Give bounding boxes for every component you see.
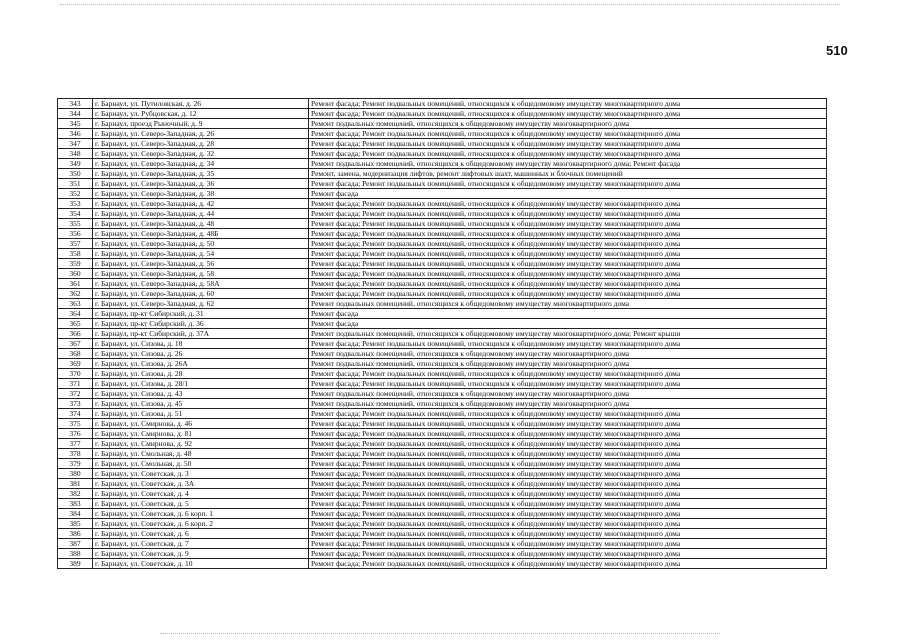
table-row bbox=[58, 419, 827, 429]
row-number: 351 bbox=[58, 179, 93, 189]
row-address: г. Барнаул, ул. Советская, д. 4 bbox=[93, 489, 309, 499]
row-address: г. Барнаул, ул. Советская, д. 7 bbox=[93, 539, 309, 549]
row-address: г. Барнаул, ул. Северо-Западная, д. 32 bbox=[93, 149, 309, 159]
row-work-type: Ремонт подвальных помещений, относящихся к общедомовому имуществу многоквартирного дома; Ремонт фасада bbox=[309, 159, 827, 169]
row-work-type: Ремонт фасада; Ремонт подвальных помещений, относящихся к общедомовому имуществу многоквартирного дома bbox=[309, 199, 827, 209]
row-number: 355 bbox=[58, 219, 93, 229]
row-number: 365 bbox=[58, 319, 93, 329]
row-number: 360 bbox=[58, 269, 93, 279]
row-number: 380 bbox=[58, 469, 93, 479]
row-number: 369 bbox=[58, 359, 93, 369]
row-address: г. Барнаул, ул. Северо-Западная, д. 54 bbox=[93, 249, 309, 259]
row-address: г. Барнаул, ул. Советская, д. 3 bbox=[93, 469, 309, 479]
table-row bbox=[58, 449, 827, 459]
row-address: г. Барнаул, ул. Смольная, д. 50 bbox=[93, 459, 309, 469]
row-number: 350 bbox=[58, 169, 93, 179]
table-row bbox=[58, 99, 827, 109]
row-work-type: Ремонт фасада; Ремонт подвальных помещений, относящихся к общедомовому имуществу многоквартирного дома bbox=[309, 549, 827, 559]
table-row bbox=[58, 219, 827, 229]
row-work-type: Ремонт фасада; Ремонт подвальных помещений, относящихся к общедомовому имуществу многоквартирного дома bbox=[309, 439, 827, 449]
row-number: 345 bbox=[58, 119, 93, 129]
row-number: 358 bbox=[58, 249, 93, 259]
row-number: 371 bbox=[58, 379, 93, 389]
row-address: г. Барнаул, ул. Советская, д. 6 bbox=[93, 529, 309, 539]
row-work-type: Ремонт фасада; Ремонт подвальных помещений, относящихся к общедомовому имуществу многоквартирного дома bbox=[309, 369, 827, 379]
table-row bbox=[58, 429, 827, 439]
row-work-type: Ремонт фасада bbox=[309, 319, 827, 329]
table-row bbox=[58, 349, 827, 359]
table-row bbox=[58, 499, 827, 509]
row-work-type: Ремонт подвальных помещений, относящихся к общедомовому имуществу многоквартирного дома bbox=[309, 389, 827, 399]
row-address: г. Барнаул, ул. Смирнова, д. 46 bbox=[93, 419, 309, 429]
table-row bbox=[58, 539, 827, 549]
table-row bbox=[58, 469, 827, 479]
row-number: 348 bbox=[58, 149, 93, 159]
row-address: г. Барнаул, ул. Рубцовская, д. 12 bbox=[93, 109, 309, 119]
row-address: г. Барнаул, ул. Сизова, д. 26А bbox=[93, 359, 309, 369]
row-address: г. Барнаул, ул. Сизова, д. 18 bbox=[93, 339, 309, 349]
row-work-type: Ремонт подвальных помещений, относящихся к общедомовому имуществу многоквартирного дома bbox=[309, 119, 827, 129]
row-address: г. Барнаул, пр-кт Сибирский, д. 36 bbox=[93, 319, 309, 329]
row-address: г. Барнаул, ул. Северо-Западная, д. 50 bbox=[93, 239, 309, 249]
row-work-type: Ремонт фасада; Ремонт подвальных помещений, относящихся к общедомовому имуществу многоквартирного дома bbox=[309, 379, 827, 389]
table-row bbox=[58, 529, 827, 539]
row-address: г. Барнаул, ул. Сизова, д. 26 bbox=[93, 349, 309, 359]
row-work-type: Ремонт фасада; Ремонт подвальных помещений, относящихся к общедомовому имуществу многоквартирного дома bbox=[309, 489, 827, 499]
row-number: 353 bbox=[58, 199, 93, 209]
row-work-type: Ремонт фасада; Ремонт подвальных помещений, относящихся к общедомовому имуществу многоквартирного дома bbox=[309, 99, 827, 109]
row-work-type: Ремонт фасада; Ремонт подвальных помещений, относящихся к общедомовому имуществу многоквартирного дома bbox=[309, 539, 827, 549]
row-number: 385 bbox=[58, 519, 93, 529]
table-row bbox=[58, 329, 827, 339]
table-row bbox=[58, 339, 827, 349]
table-row bbox=[58, 239, 827, 249]
table-row bbox=[58, 279, 827, 289]
row-number: 352 bbox=[58, 189, 93, 199]
table-row bbox=[58, 409, 827, 419]
row-number: 344 bbox=[58, 109, 93, 119]
row-number: 377 bbox=[58, 439, 93, 449]
row-number: 356 bbox=[58, 229, 93, 239]
row-address: г. Барнаул, ул. Северо-Западная, д. 42 bbox=[93, 199, 309, 209]
row-address: г. Барнаул, ул. Путиловская, д. 26 bbox=[93, 99, 309, 109]
row-number: 389 bbox=[58, 559, 93, 569]
row-number: 357 bbox=[58, 239, 93, 249]
row-work-type: Ремонт фасада; Ремонт подвальных помещений, относящихся к общедомовому имуществу многоквартирного дома bbox=[309, 519, 827, 529]
row-work-type: Ремонт подвальных помещений, относящихся к общедомовому имуществу многоквартирного дома; Ремонт крыши bbox=[309, 329, 827, 339]
row-number: 386 bbox=[58, 529, 93, 539]
row-address: г. Барнаул, ул. Северо-Западная, д. 36 bbox=[93, 179, 309, 189]
row-work-type: Ремонт фасада; Ремонт подвальных помещений, относящихся к общедомовому имуществу многоквартирного дома bbox=[309, 209, 827, 219]
table-row bbox=[58, 159, 827, 169]
table-row bbox=[58, 169, 827, 179]
row-address: г. Барнаул, ул. Сизова, д. 51 bbox=[93, 409, 309, 419]
row-address: г. Барнаул, ул. Сизова, д. 28/1 bbox=[93, 379, 309, 389]
row-work-type: Ремонт фасада; Ремонт подвальных помещений, относящихся к общедомовому имуществу многоквартирного дома bbox=[309, 219, 827, 229]
table-row bbox=[58, 439, 827, 449]
row-address: г. Барнаул, ул. Северо-Западная, д. 56 bbox=[93, 259, 309, 269]
row-work-type: Ремонт фасада; Ремонт подвальных помещений, относящихся к общедомовому имуществу многоквартирного дома bbox=[309, 289, 827, 299]
table-row bbox=[58, 549, 827, 559]
row-address: г. Барнаул, ул. Смирнова, д. 92 bbox=[93, 439, 309, 449]
row-number: 368 bbox=[58, 349, 93, 359]
row-number: 382 bbox=[58, 489, 93, 499]
row-address: г. Барнаул, ул. Советская, д. 6 корп. 1 bbox=[93, 509, 309, 519]
row-address: г. Барнаул, проезд Рыночный, д. 9 bbox=[93, 119, 309, 129]
row-address: г. Барнаул, ул. Сизова, д. 28 bbox=[93, 369, 309, 379]
row-address: г. Барнаул, ул. Смирнова, д. 81 bbox=[93, 429, 309, 439]
row-number: 378 bbox=[58, 449, 93, 459]
row-work-type: Ремонт фасада; Ремонт подвальных помещений, относящихся к общедомовому имуществу многоквартирного дома bbox=[309, 499, 827, 509]
table-row bbox=[58, 229, 827, 239]
row-address: г. Барнаул, ул. Смольная, д. 48 bbox=[93, 449, 309, 459]
table-row bbox=[58, 509, 827, 519]
table-row bbox=[58, 299, 827, 309]
row-work-type: Ремонт фасада; Ремонт подвальных помещений, относящихся к общедомовому имуществу многоквартирного дома bbox=[309, 409, 827, 419]
row-work-type: Ремонт фасада; Ремонт подвальных помещений, относящихся к общедомовому имуществу многоквартирного дома bbox=[309, 339, 827, 349]
row-address: г. Барнаул, ул. Северо-Западная, д. 60 bbox=[93, 289, 309, 299]
row-number: 383 bbox=[58, 499, 93, 509]
row-number: 361 bbox=[58, 279, 93, 289]
row-address: г. Барнаул, ул. Сизова, д. 45 bbox=[93, 399, 309, 409]
table-row bbox=[58, 399, 827, 409]
row-number: 376 bbox=[58, 429, 93, 439]
row-address: г. Барнаул, ул. Северо-Западная, д. 48 bbox=[93, 219, 309, 229]
row-address: г. Барнаул, ул. Северо-Западная, д. 28 bbox=[93, 139, 309, 149]
table-row bbox=[58, 489, 827, 499]
table-body bbox=[58, 99, 827, 569]
page-number: 510 bbox=[826, 43, 848, 58]
table-row bbox=[58, 289, 827, 299]
table-row bbox=[58, 119, 827, 129]
row-work-type: Ремонт фасада; Ремонт подвальных помещений, относящихся к общедомовому имуществу многоквартирного дома bbox=[309, 149, 827, 159]
row-work-type: Ремонт подвальных помещений, относящихся к общедомовому имуществу многоквартирного дома bbox=[309, 359, 827, 369]
row-number: 375 bbox=[58, 419, 93, 429]
row-work-type: Ремонт фасада bbox=[309, 309, 827, 319]
row-work-type: Ремонт фасада; Ремонт подвальных помещений, относящихся к общедомовому имуществу многоквартирного дома bbox=[309, 229, 827, 239]
row-number: 343 bbox=[58, 99, 93, 109]
row-number: 354 bbox=[58, 209, 93, 219]
row-number: 364 bbox=[58, 309, 93, 319]
row-address: г. Барнаул, ул. Северо-Западная, д. 35 bbox=[93, 169, 309, 179]
table-row bbox=[58, 189, 827, 199]
row-number: 362 bbox=[58, 289, 93, 299]
row-address: г. Барнаул, ул. Северо-Западная, д. 44 bbox=[93, 209, 309, 219]
row-address: г. Барнаул, ул. Советская, д. 5 bbox=[93, 499, 309, 509]
table-row bbox=[58, 259, 827, 269]
table-row bbox=[58, 559, 827, 569]
row-number: 366 bbox=[58, 329, 93, 339]
table-row bbox=[58, 459, 827, 469]
repair-table bbox=[57, 98, 827, 569]
row-address: г. Барнаул, ул. Северо-Западная, д. 58А bbox=[93, 279, 309, 289]
row-number: 373 bbox=[58, 399, 93, 409]
row-address: г. Барнаул, ул. Северо-Западная, д. 58 bbox=[93, 269, 309, 279]
table-row bbox=[58, 179, 827, 189]
row-number: 388 bbox=[58, 549, 93, 559]
row-work-type: Ремонт фасада; Ремонт подвальных помещений, относящихся к общедомовому имуществу многоквартирного дома bbox=[309, 139, 827, 149]
row-work-type: Ремонт фасада; Ремонт подвальных помещений, относящихся к общедомовому имуществу многоквартирного дома bbox=[309, 509, 827, 519]
row-number: 374 bbox=[58, 409, 93, 419]
table-row bbox=[58, 209, 827, 219]
row-work-type: Ремонт фасада; Ремонт подвальных помещений, относящихся к общедомовому имуществу многоквартирного дома bbox=[309, 179, 827, 189]
table-row bbox=[58, 269, 827, 279]
table-row bbox=[58, 249, 827, 259]
row-number: 379 bbox=[58, 459, 93, 469]
row-work-type: Ремонт подвальных помещений, относящихся к общедомовому имуществу многоквартирного дома bbox=[309, 299, 827, 309]
row-number: 367 bbox=[58, 339, 93, 349]
row-work-type: Ремонт фасада; Ремонт подвальных помещений, относящихся к общедомовому имуществу многоквартирного дома bbox=[309, 269, 827, 279]
row-address: г. Барнаул, ул. Северо-Западная, д. 62 bbox=[93, 299, 309, 309]
row-work-type: Ремонт фасада; Ремонт подвальных помещений, относящихся к общедомовому имуществу многоквартирного дома bbox=[309, 249, 827, 259]
row-work-type: Ремонт фасада; Ремонт подвальных помещений, относящихся к общедомовому имуществу многоквартирного дома bbox=[309, 239, 827, 249]
row-work-type: Ремонт фасада; Ремонт подвальных помещений, относящихся к общедомовому имуществу многоквартирного дома bbox=[309, 279, 827, 289]
table-row bbox=[58, 369, 827, 379]
table-row bbox=[58, 319, 827, 329]
row-number: 349 bbox=[58, 159, 93, 169]
row-work-type: Ремонт фасада; Ремонт подвальных помещений, относящихся к общедомовому имуществу многоквартирного дома bbox=[309, 129, 827, 139]
table-row bbox=[58, 109, 827, 119]
row-work-type: Ремонт фасада; Ремонт подвальных помещений, относящихся к общедомовому имуществу многоквартирного дома bbox=[309, 449, 827, 459]
row-address: г. Барнаул, ул. Советская, д. 3А bbox=[93, 479, 309, 489]
table-row bbox=[58, 199, 827, 209]
scan-artifact-top bbox=[60, 4, 840, 8]
row-address: г. Барнаул, ул. Советская, д. 9 bbox=[93, 549, 309, 559]
row-work-type: Ремонт фасада; Ремонт подвальных помещений, относящихся к общедомовому имуществу многоквартирного дома bbox=[309, 559, 827, 569]
row-work-type: Ремонт фасада; Ремонт подвальных помещений, относящихся к общедомовому имуществу многоквартирного дома bbox=[309, 479, 827, 489]
row-number: 370 bbox=[58, 369, 93, 379]
row-number: 387 bbox=[58, 539, 93, 549]
row-number: 359 bbox=[58, 259, 93, 269]
row-work-type: Ремонт фасада; Ремонт подвальных помещений, относящихся к общедомовому имуществу многоквартирного дома bbox=[309, 469, 827, 479]
table-row bbox=[58, 379, 827, 389]
table-row bbox=[58, 129, 827, 139]
row-number: 347 bbox=[58, 139, 93, 149]
row-number: 346 bbox=[58, 129, 93, 139]
table-row bbox=[58, 479, 827, 489]
scan-artifact-bottom bbox=[160, 633, 720, 636]
row-address: г. Барнаул, ул. Советская, д. 6 корп. 2 bbox=[93, 519, 309, 529]
row-number: 363 bbox=[58, 299, 93, 309]
row-address: г. Барнаул, пр-кт Сибирский, д. 31 bbox=[93, 309, 309, 319]
row-address: г. Барнаул, ул. Северо-Западная, д. 48Б bbox=[93, 229, 309, 239]
row-work-type: Ремонт, замена, модернизация лифтов, ремонт лифтовых шахт, машинных и блочных помещений bbox=[309, 169, 827, 179]
table-row bbox=[58, 149, 827, 159]
row-number: 381 bbox=[58, 479, 93, 489]
row-work-type: Ремонт фасада; Ремонт подвальных помещений, относящихся к общедомовому имуществу многоквартирного дома bbox=[309, 459, 827, 469]
row-work-type: Ремонт фасада; Ремонт подвальных помещений, относящихся к общедомовому имуществу многоквартирного дома bbox=[309, 109, 827, 119]
row-work-type: Ремонт фасада; Ремонт подвальных помещений, относящихся к общедомовому имуществу многоквартирного дома bbox=[309, 429, 827, 439]
row-work-type: Ремонт фасада bbox=[309, 189, 827, 199]
table-row bbox=[58, 389, 827, 399]
table-row bbox=[58, 359, 827, 369]
row-number: 384 bbox=[58, 509, 93, 519]
table-row bbox=[58, 139, 827, 149]
row-address: г. Барнаул, ул. Северо-Западная, д. 26 bbox=[93, 129, 309, 139]
row-work-type: Ремонт подвальных помещений, относящихся к общедомовому имуществу многоквартирного дома bbox=[309, 349, 827, 359]
row-address: г. Барнаул, пр-кт Сибирский, д. 37А bbox=[93, 329, 309, 339]
table-row bbox=[58, 519, 827, 529]
row-address: г. Барнаул, ул. Сизова, д. 43 bbox=[93, 389, 309, 399]
row-address: г. Барнаул, ул. Северо-Западная, д. 38 bbox=[93, 189, 309, 199]
row-work-type: Ремонт подвальных помещений, относящихся к общедомовому имуществу многоквартирного дома bbox=[309, 399, 827, 409]
row-work-type: Ремонт фасада; Ремонт подвальных помещений, относящихся к общедомовому имуществу многоквартирного дома bbox=[309, 419, 827, 429]
table-row bbox=[58, 309, 827, 319]
row-number: 372 bbox=[58, 389, 93, 399]
row-address: г. Барнаул, ул. Северо-Западная, д. 34 bbox=[93, 159, 309, 169]
row-work-type: Ремонт фасада; Ремонт подвальных помещений, относящихся к общедомовому имуществу многоквартирного дома bbox=[309, 529, 827, 539]
row-work-type: Ремонт фасада; Ремонт подвальных помещений, относящихся к общедомовому имуществу многоквартирного дома bbox=[309, 259, 827, 269]
row-address: г. Барнаул, ул. Советская, д. 10 bbox=[93, 559, 309, 569]
